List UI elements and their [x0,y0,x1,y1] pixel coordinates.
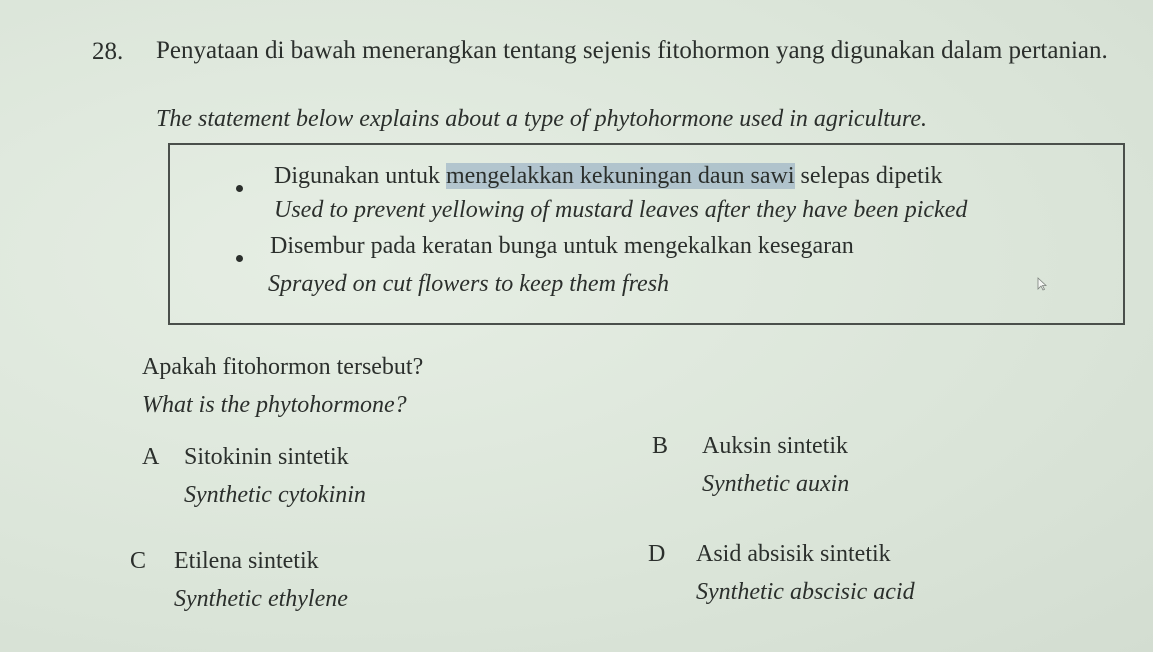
question-number: 28. [92,38,124,65]
option-b-english: Synthetic auxin [702,471,850,497]
option-b-malay: Auksin sintetik [702,433,849,459]
statement-2-english: Sprayed on cut flowers to keep them fresh [268,271,670,297]
question-stem-malay: Penyataan di bawah menerangkan tentang sejenis fitohormon yang digunakan dalam pertanian. [156,37,1108,64]
option-a-malay: Sitokinin sintetik [184,444,349,470]
option-d-malay: Asid absisik sintetik [696,541,891,567]
statement-box [168,143,1125,325]
option-c-english: Synthetic ethylene [174,586,348,612]
option-a-english: Synthetic cytokinin [184,482,366,508]
ask-english: What is the phytohormone? [142,392,407,418]
option-c-malay: Etilena sintetik [174,548,319,574]
statement-2-malay: Disembur pada keratan bunga untuk mengekalkan kesegaran [270,233,854,259]
statement-1-english: Used to prevent yellowing of mustard leaves after they have been picked [274,197,968,223]
bullet-icon [236,255,243,262]
bullet-icon [236,185,243,192]
statement-1-highlighted-text[interactable]: mengelakkan kekuningan daun sawi [445,163,795,189]
ask-malay: Apakah fitohormon tersebut? [142,354,424,380]
mouse-cursor-icon [1037,277,1047,291]
option-d-english: Synthetic abscisic acid [696,579,915,605]
question-stem-english: The statement below explains about a type of phytohormone used in agriculture. [156,106,927,132]
option-d-letter: D [648,541,666,567]
option-a-letter: A [142,444,160,470]
option-b-letter: B [652,433,669,459]
option-c-letter: C [130,548,147,574]
statement-1-text-after: selepas dipetik [794,163,943,189]
statement-1-malay[interactable] [274,163,943,190]
statement-1-text-before: Digunakan untuk [274,163,446,189]
